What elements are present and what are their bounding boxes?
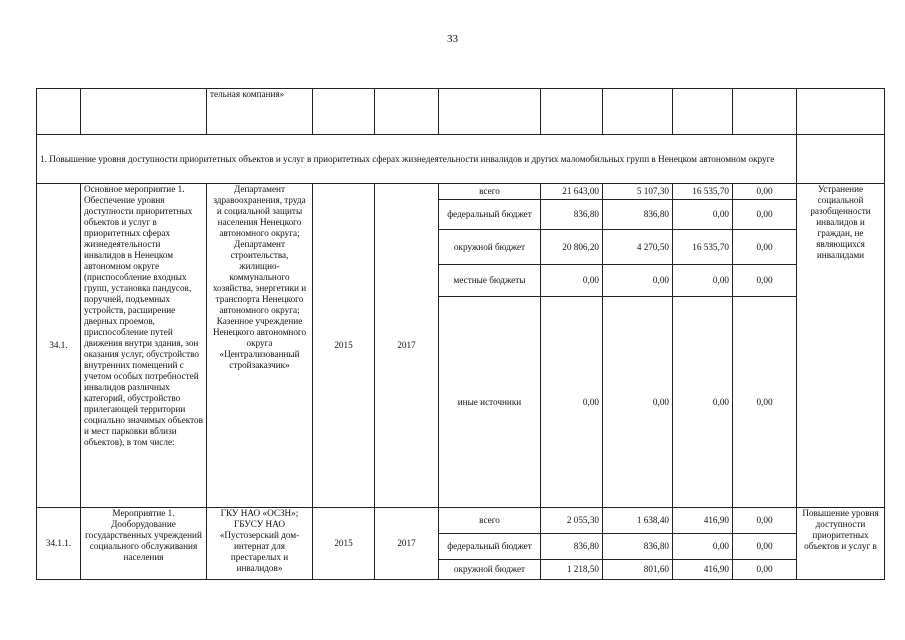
funding-total: 0,00 <box>541 297 603 508</box>
funding-2017: 0,00 <box>733 200 797 230</box>
funding-source: окружной бюджет <box>439 230 541 265</box>
funding-source: окружной бюджет <box>439 560 541 580</box>
item-number: 34.1.1. <box>37 508 81 580</box>
funding-total: 836,80 <box>541 534 603 560</box>
funding-2015: 836,80 <box>603 200 673 230</box>
measures-table <box>36 88 885 580</box>
cont-cell <box>673 89 733 135</box>
cont-cell <box>81 89 207 135</box>
funding-2017: 0,00 <box>733 508 797 534</box>
funding-total: 836,80 <box>541 200 603 230</box>
item-executor: ГКУ НАО «ОСЗН»; ГБУСУ НАО «Пустозерский дом-интернат для престарелых и инвалидов» <box>207 508 313 580</box>
item-result: Повышение уровня доступности приоритетных объектов и услуг в <box>797 508 885 580</box>
cont-cell <box>439 89 541 135</box>
item-name: Основное мероприятие 1. Обеспечение уровня доступности приоритетных объектов и услуг в приоритетных сферах жизнедеятельности инвалидов в Ненецком автономном округе (приспособление входных групп, установка пандусов, поручней, подъемных устройств, расширение дверных проемов, приспособление путей движения внутри здания, зон оказания услуг, обустройство внутренних помещений с учетом особых потребностей инвалидов различных категорий, обустройство прилегающей территории социально значимых объектов и мест парковки вблизи объектов), в том числе: <box>81 184 207 508</box>
item-result: Устранение социальной разобщенности инвалидов и граждан, не являющихся инвалидами <box>797 184 885 508</box>
section-row <box>37 135 885 184</box>
funding-2016: 416,90 <box>673 508 733 534</box>
item-end-year: 2017 <box>375 184 439 508</box>
funding-2015: 801,60 <box>603 560 673 580</box>
cont-cell <box>37 89 81 135</box>
funding-source: федеральный бюджет <box>439 200 541 230</box>
funding-source: иные источники <box>439 297 541 508</box>
page-number: 33 <box>447 33 458 45</box>
funding-2017: 0,00 <box>733 560 797 580</box>
funding-2015: 1 638,40 <box>603 508 673 534</box>
cont-cell <box>313 89 375 135</box>
funding-2017: 0,00 <box>733 265 797 297</box>
funding-2016: 0,00 <box>673 534 733 560</box>
item-start-year: 2015 <box>313 184 375 508</box>
funding-2015: 4 270,50 <box>603 230 673 265</box>
cont-cell <box>797 89 885 135</box>
funding-total: 2 055,30 <box>541 508 603 534</box>
funding-total: 20 806,20 <box>541 230 603 265</box>
funding-2016: 416,90 <box>673 560 733 580</box>
funding-2015: 0,00 <box>603 297 673 508</box>
funding-2016: 0,00 <box>673 297 733 508</box>
funding-2016: 16 535,70 <box>673 230 733 265</box>
funding-total: 0,00 <box>541 265 603 297</box>
item-number: 34.1. <box>37 184 81 508</box>
funding-total: 21 643,00 <box>541 184 603 200</box>
funding-2017: 0,00 <box>733 184 797 200</box>
funding-2017: 0,00 <box>733 534 797 560</box>
item-start-year: 2015 <box>313 508 375 580</box>
funding-2017: 0,00 <box>733 230 797 265</box>
item-end-year: 2017 <box>375 508 439 580</box>
funding-2017: 0,00 <box>733 297 797 508</box>
cont-cell <box>541 89 603 135</box>
item-executor: Департамент здравоохранения, труда и социальной защиты населения Ненецкого автономного округа; Департамент строительства, жилищно-коммунального хозяйства, энергетики и транспорта Ненецкого автономного округа; Казенное учреждение Ненецкого автономного округа «Централизованный стройзаказчик» <box>207 184 313 508</box>
funding-2016: 0,00 <box>673 265 733 297</box>
funding-source: всего <box>439 508 541 534</box>
funding-2016: 0,00 <box>673 200 733 230</box>
cont-cell <box>603 89 673 135</box>
funding-2015: 836,80 <box>603 534 673 560</box>
cont-executor-cell: тельная компания» <box>207 89 313 135</box>
table-row <box>37 508 885 534</box>
funding-2015: 5 107,30 <box>603 184 673 200</box>
funding-source: федеральный бюджет <box>439 534 541 560</box>
funding-source: местные бюджеты <box>439 265 541 297</box>
funding-total: 1 218,50 <box>541 560 603 580</box>
funding-source: всего <box>439 184 541 200</box>
cont-cell <box>733 89 797 135</box>
section-heading: 1. Повышение уровня доступности приоритетных объектов и услуг в приоритетных сферах жизнедеятельности инвалидов и других маломобильных групп в Ненецком автономном округе <box>37 135 797 184</box>
funding-2016: 16 535,70 <box>673 184 733 200</box>
cont-cell <box>375 89 439 135</box>
continuation-row <box>37 89 885 135</box>
funding-2015: 0,00 <box>603 265 673 297</box>
table-row <box>37 184 885 200</box>
section-empty-cell <box>797 135 885 184</box>
item-name: Мероприятие 1. Дооборудование государственных учреждений социального обслуживания населения <box>81 508 207 580</box>
